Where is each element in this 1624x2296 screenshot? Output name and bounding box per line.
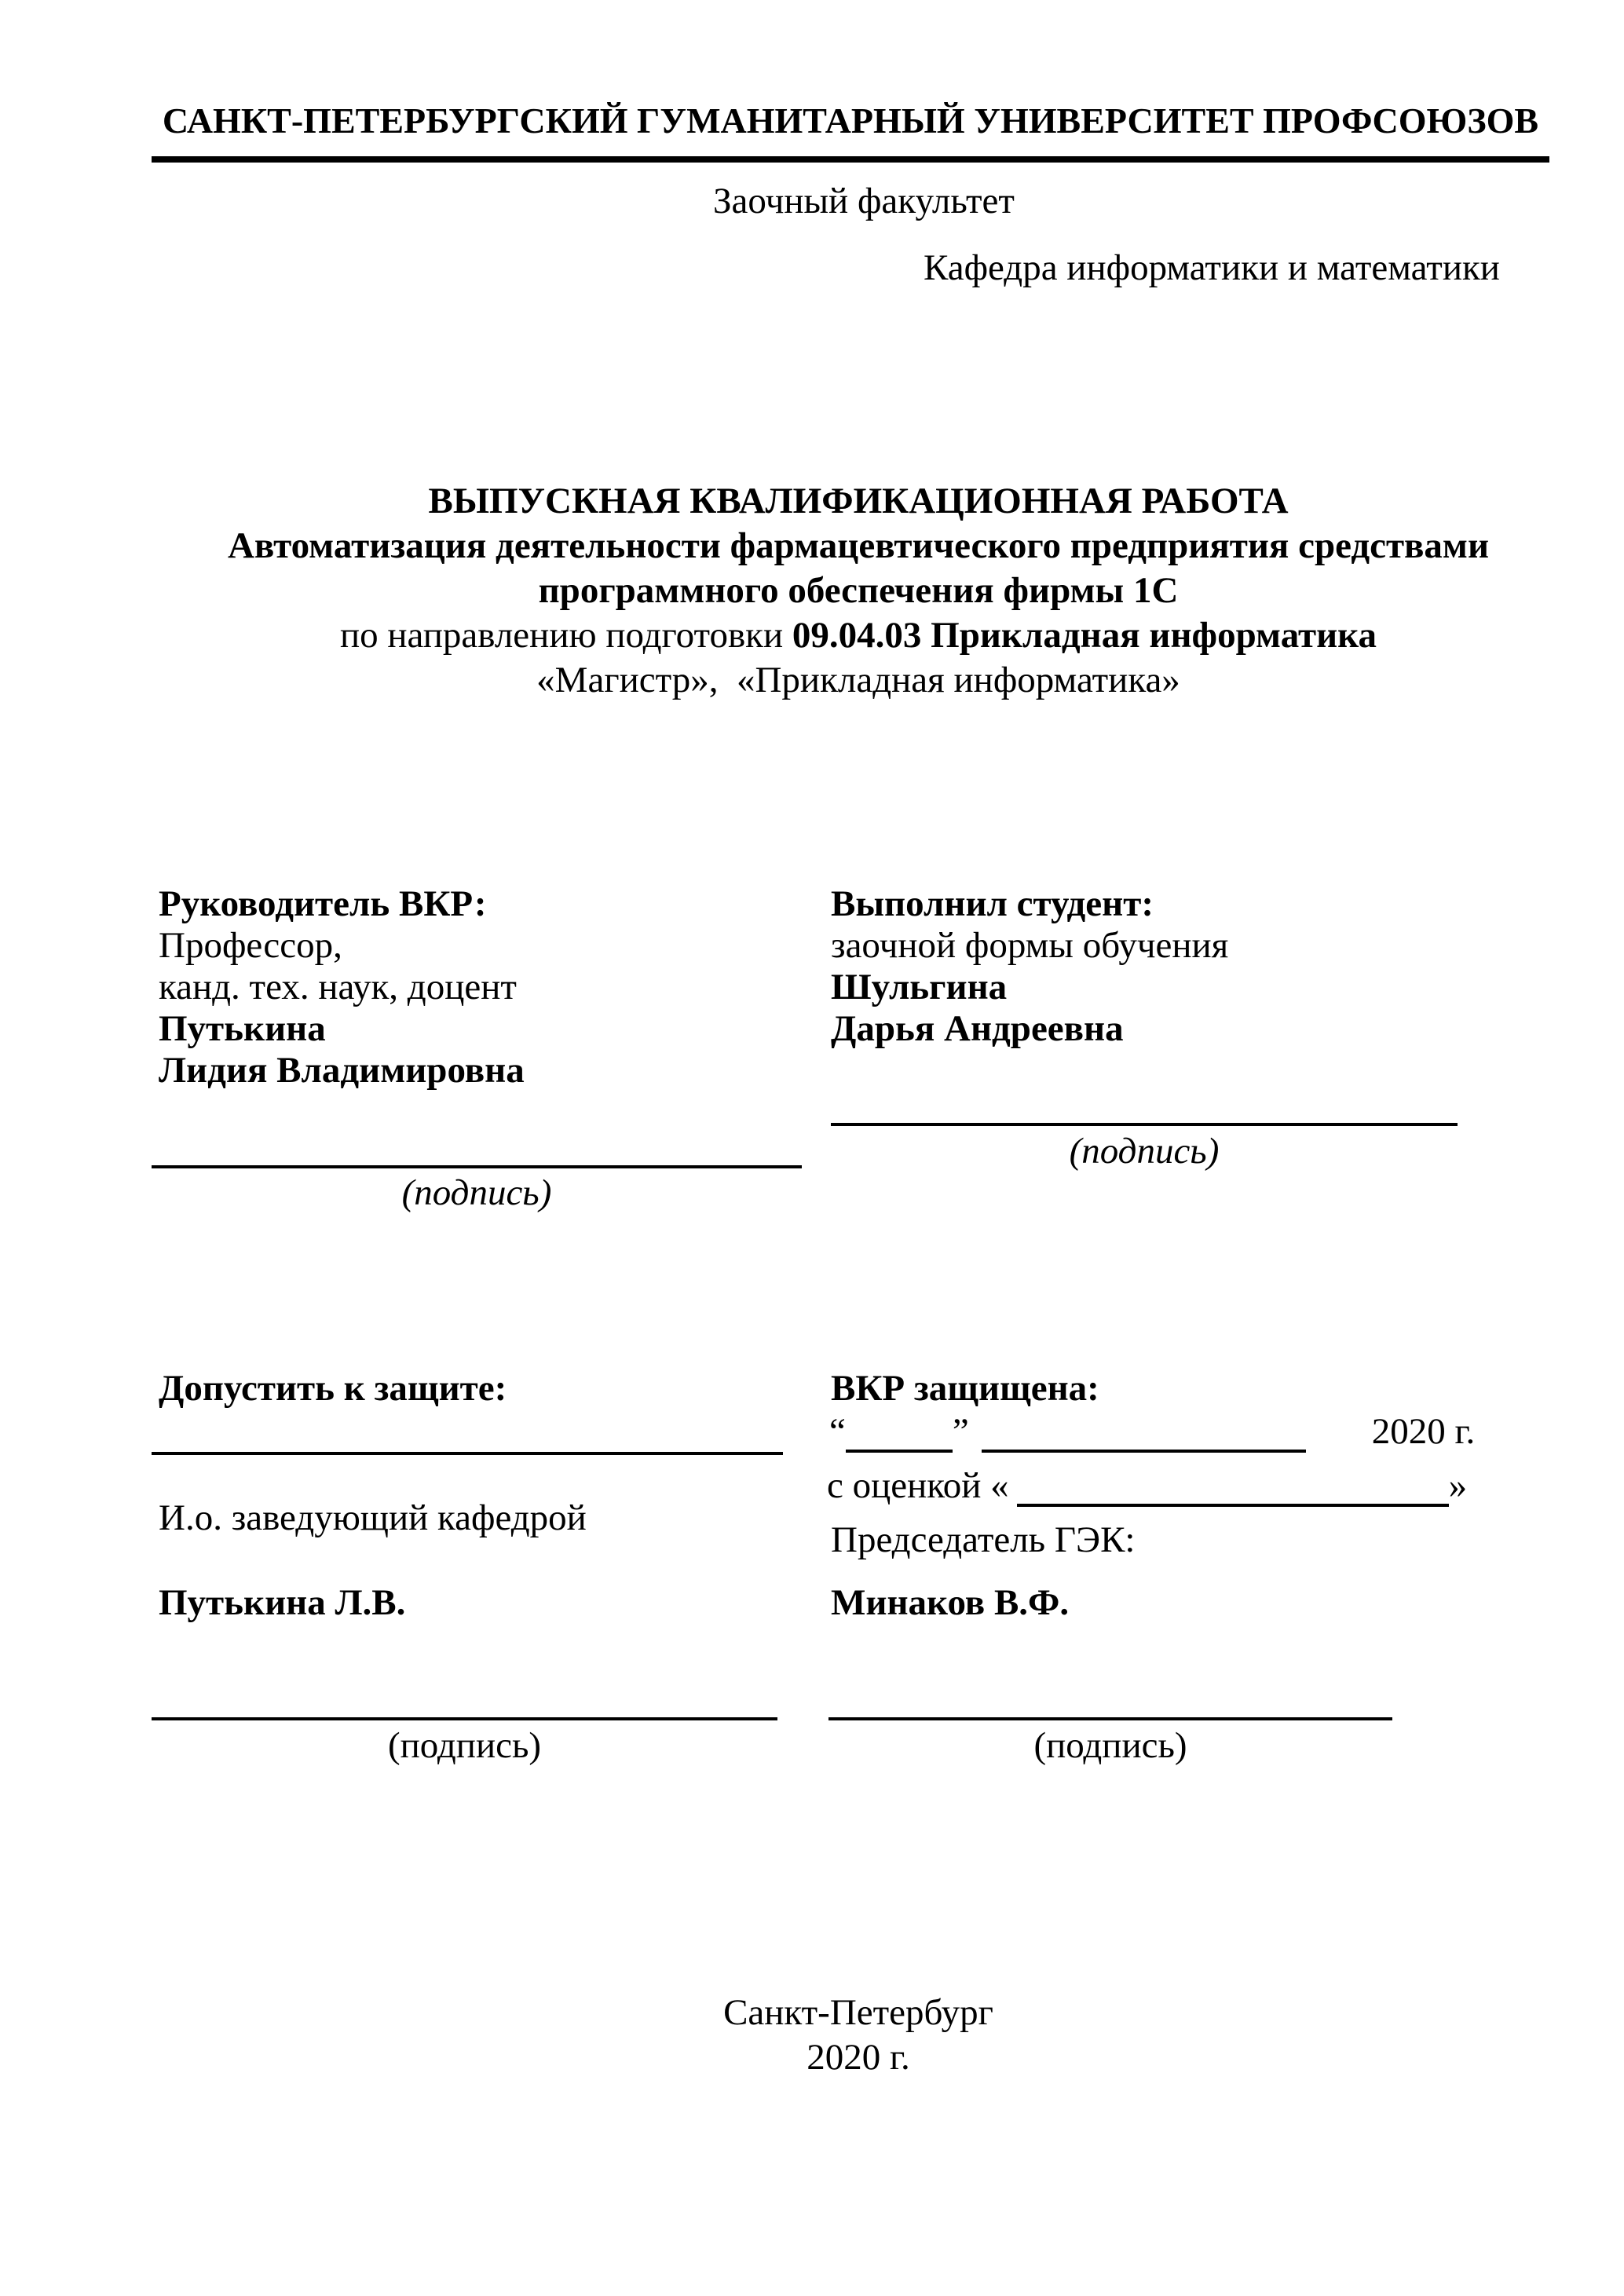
grade-prefix: с оценкой « (827, 1465, 1009, 1506)
date-month-blank (982, 1450, 1306, 1453)
footer-city: Санкт-Петербург (723, 1992, 993, 2033)
chairman-signature-line (828, 1717, 1392, 1720)
direction-prefix: по направлению подготовки (339, 615, 784, 656)
grade-blank (1017, 1504, 1449, 1507)
chairman-signature-caption: (подпись) (1033, 1725, 1187, 1766)
direction-code: 09.04.03 Прикладная информатика (792, 615, 1377, 656)
supervisor-given-names: Лидия Владимировна (159, 1050, 525, 1091)
direction-line (159, 613, 1557, 658)
defense-grade-row (827, 1465, 1468, 1507)
defense-label: ВКР защищена: (831, 1368, 1099, 1409)
student-study-form: заочной формы обучения (831, 925, 1229, 966)
admission-label: Допустить к защите: (159, 1368, 507, 1409)
supervisor-block (159, 883, 525, 1091)
student-signature-line (831, 1123, 1458, 1126)
supervisor-label: Руководитель ВКР: (159, 883, 487, 924)
defense-date-row (829, 1413, 1475, 1453)
student-block (831, 883, 1228, 1050)
footer-block (159, 1991, 1557, 2080)
title-block (159, 479, 1557, 703)
admission-signature-caption: (подпись) (387, 1725, 542, 1766)
header-rule (152, 156, 1549, 163)
thesis-title-line-1: Автоматизация деятельности фармацевтического предприятия средствами (227, 525, 1490, 566)
faculty-name: Заочный факультет (713, 181, 1015, 221)
supervisor-signature-line (152, 1165, 802, 1168)
supervisor-degree-line-1: Профессор, (159, 925, 342, 966)
student-label: Выполнил студент: (831, 883, 1154, 924)
thesis-title-line-2: программного обеспечения фирмы 1С (538, 570, 1179, 611)
supervisor-degree-line-2: канд. тех. наук, доцент (159, 967, 517, 1007)
chairman-label: Председатель ГЭК: (831, 1519, 1136, 1560)
supervisor-surname: Путькина (159, 1008, 326, 1049)
admission-blank-line (152, 1452, 783, 1455)
footer-year: 2020 г. (807, 2037, 910, 2078)
date-quote-close: ” (952, 1411, 969, 1452)
grade-suffix: » (1448, 1465, 1468, 1506)
defense-year: 2020 г. (1371, 1411, 1476, 1452)
student-surname: Шульгина (831, 967, 1008, 1007)
degree-line: «Магистр», «Прикладная информатика» (536, 660, 1180, 700)
student-signature-caption: (подпись) (1069, 1131, 1220, 1172)
acting-head-position: И.о. заведующий кафедрой (159, 1497, 587, 1538)
date-day-blank (846, 1450, 953, 1453)
university-name: САНКТ-ПЕТЕРБУРГСКИЙ ГУМАНИТАРНЫЙ УНИВЕРСИТЕТ ПРОФСОЮЗОВ (162, 101, 1539, 141)
supervisor-signature-caption: (подпись) (401, 1172, 552, 1213)
work-type-heading: ВЫПУСКНАЯ КВАЛИФИКАЦИОННАЯ РАБОТА (428, 481, 1289, 521)
chairman-name: Минаков В.Ф. (831, 1582, 1070, 1623)
admission-signature-line (152, 1717, 777, 1720)
department-name: Кафедра информатики и математики (924, 247, 1500, 288)
student-given-names: Дарья Андреевна (831, 1008, 1124, 1049)
acting-head-name: Путькина Л.В. (159, 1582, 406, 1623)
date-quote-open: “ (829, 1411, 846, 1452)
